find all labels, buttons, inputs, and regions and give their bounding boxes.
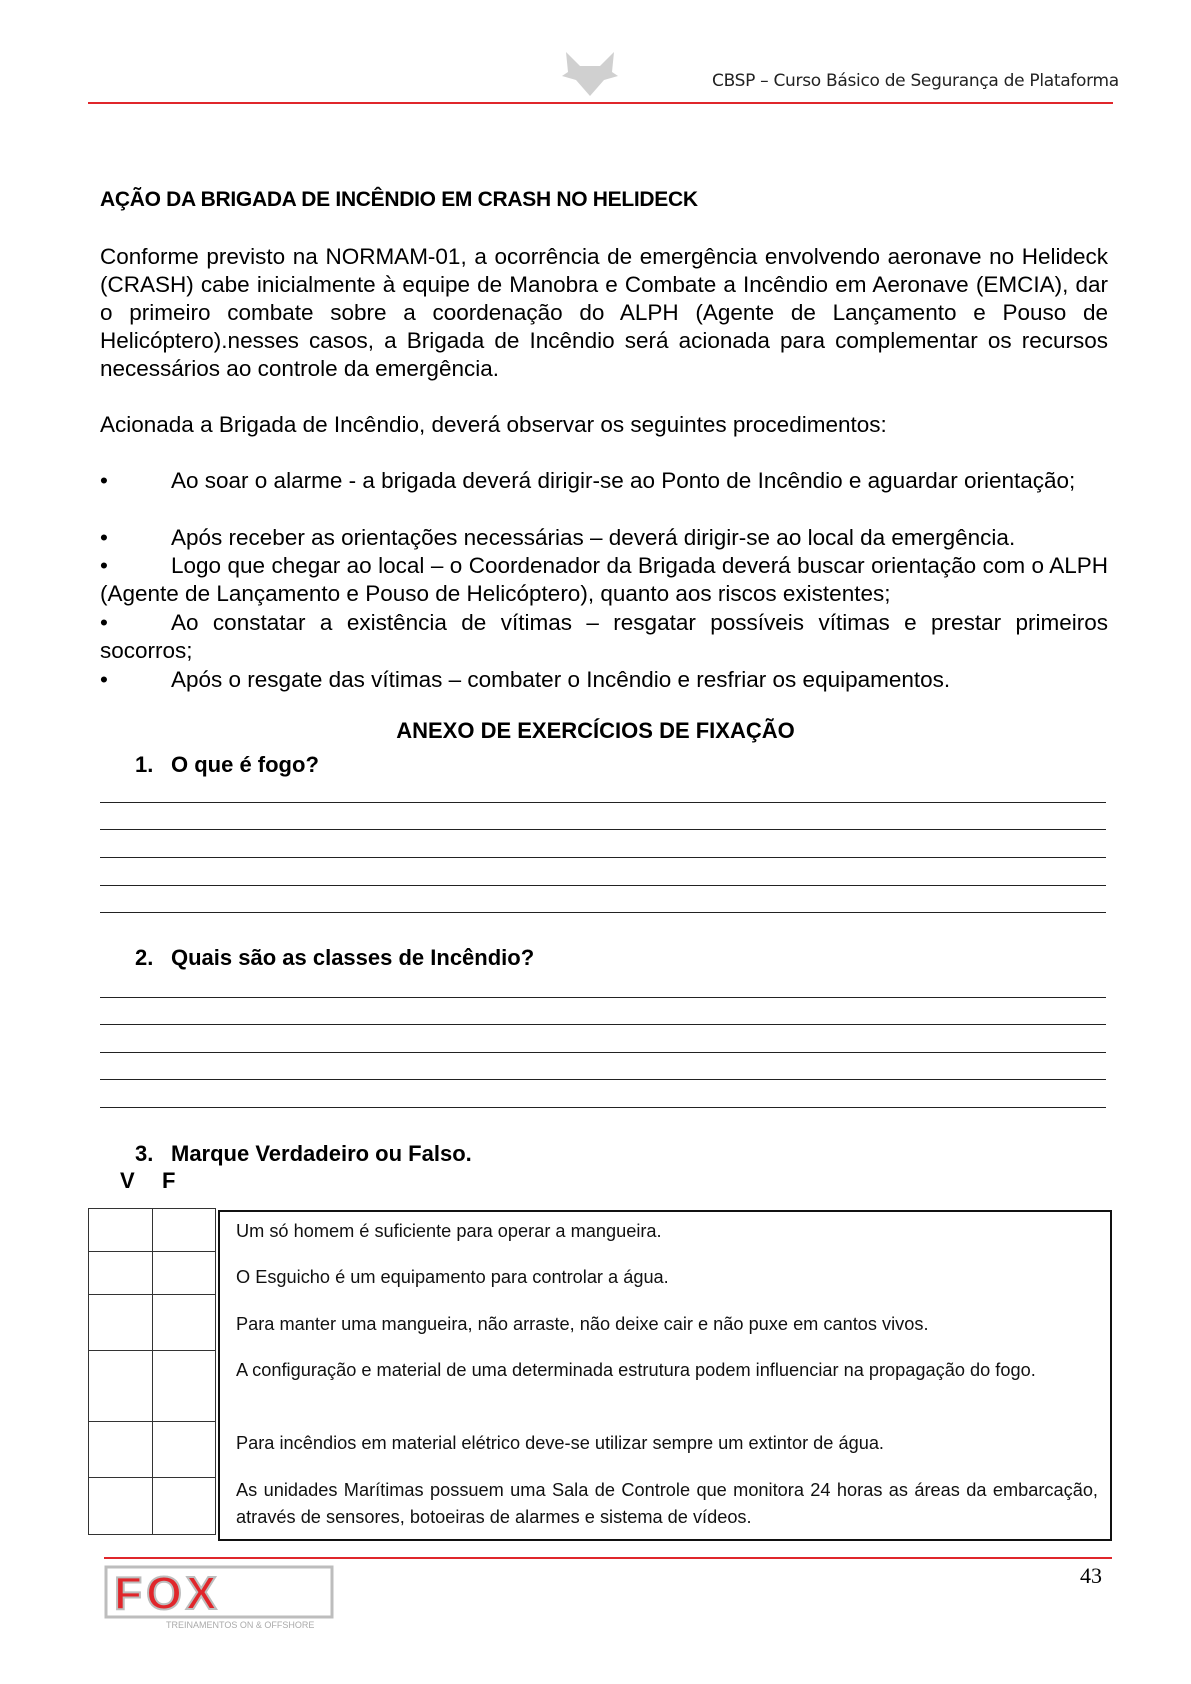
statement: A configuração e material de uma determinada estrutura podem influenciar na propagação do fogo. — [236, 1360, 1036, 1380]
statement: Um só homem é suficiente para operar a mangueira. — [236, 1221, 662, 1241]
true-checkbox[interactable] — [89, 1478, 153, 1535]
answer-line[interactable] — [100, 857, 1106, 858]
question-1: 1. O que é fogo? — [135, 752, 319, 777]
answer-line[interactable] — [100, 912, 1106, 913]
statement: O Esguicho é um equipamento para controlar a água. — [236, 1267, 669, 1287]
false-checkbox[interactable] — [152, 1295, 216, 1351]
footer-rule — [104, 1557, 1112, 1559]
logo-wordmark: FOX — [114, 1567, 221, 1619]
header-rule — [88, 102, 1113, 104]
bullet-item: • Após receber as orientações necessárias – deverá dirigir-se ao local da emergência. — [100, 525, 1016, 550]
bullet-item: • Logo que chegar ao local – o Coordenador da Brigada deverá buscar orientação com o ALPH (Agente de Lançamento e Pouso de Helicóptero), quanto aos riscos existentes; — [100, 553, 1108, 606]
bullet-item: • Após o resgate das vítimas – combater o Incêndio e resfriar os equipamentos. — [100, 667, 951, 692]
bullet-item: • Ao constatar a existência de vítimas – resgatar possíveis vítimas e prestar primeiros socorros; — [100, 610, 1108, 663]
course-title: CBSP – Curso Básico de Segurança de Plataforma — [712, 71, 1119, 91]
answer-line[interactable] — [100, 1079, 1106, 1080]
answer-line[interactable] — [100, 997, 1106, 998]
annex-title: ANEXO DE EXERCÍCIOS DE FIXAÇÃO — [396, 718, 795, 743]
statements-box — [218, 1210, 1112, 1541]
answer-line[interactable] — [100, 1024, 1106, 1025]
page-number: 43 — [1080, 1563, 1102, 1588]
false-checkbox[interactable] — [152, 1478, 216, 1535]
answer-line[interactable] — [100, 1052, 1106, 1053]
bullet-item: • Ao soar o alarme - a brigada deverá dirigir-se ao Ponto de Incêndio e aguardar orientação; — [100, 468, 1076, 493]
answer-line[interactable] — [100, 885, 1106, 886]
fox-logo — [104, 1565, 344, 1631]
true-checkbox[interactable] — [89, 1351, 153, 1422]
false-checkbox[interactable] — [152, 1252, 216, 1295]
section-title: AÇÃO DA BRIGADA DE INCÊNDIO EM CRASH NO HELIDECK — [100, 188, 698, 211]
false-checkbox[interactable] — [152, 1351, 216, 1422]
false-checkbox[interactable] — [152, 1422, 216, 1478]
answer-line[interactable] — [100, 1107, 1106, 1108]
procedures-intro: Acionada a Brigada de Incêndio, deverá observar os seguintes procedimentos: — [100, 412, 887, 437]
true-checkbox[interactable] — [89, 1252, 153, 1295]
answer-line[interactable] — [100, 829, 1106, 830]
bullet-icon: • — [100, 553, 108, 578]
statement: Para manter uma mangueira, não arraste, não deixe cair e não puxe em cantos vivos. — [236, 1314, 929, 1334]
fox-head-icon — [560, 50, 620, 98]
statement: Para incêndios em material elétrico deve-se utilizar sempre um extintor de água. — [236, 1433, 884, 1453]
true-false-grid — [88, 1208, 216, 1535]
answer-line[interactable] — [100, 802, 1106, 803]
bullet-icon: • — [100, 525, 108, 550]
logo-tagline: TREINAMENTOS ON & OFFSHORE — [166, 1620, 315, 1630]
bullet-icon: • — [100, 667, 108, 692]
question-2: 2. Quais são as classes de Incêndio? — [135, 945, 535, 970]
question-3: 3. Marque Verdadeiro ou Falso. — [135, 1141, 472, 1166]
true-checkbox[interactable] — [89, 1422, 153, 1478]
true-checkbox[interactable] — [89, 1209, 153, 1252]
statement: As unidades Marítimas possuem uma Sala de Controle que monitora 24 horas as áreas da embarcação, através de sensores, botoeiras de alarmes e sistema de vídeos. — [236, 1480, 1098, 1527]
bullet-icon: • — [100, 610, 108, 635]
true-label: V — [120, 1168, 135, 1193]
false-label: F — [162, 1168, 176, 1193]
bullet-icon: • — [100, 468, 108, 493]
true-checkbox[interactable] — [89, 1295, 153, 1351]
intro-paragraph: Conforme previsto na NORMAM-01, a ocorrência de emergência envolvendo aeronave no Helideck (CRASH) cabe inicialmente à equipe de Manobra e Combate a Incêndio em Aeronave (EMCIA), dar o primeiro combate sobre a coordenação do ALPH (Agente de Lançamento e Pouso de Helicóptero).nesses casos, a Brigada de Incêndio será acionada para complementar os recursos necessários ao controle da emergência. — [100, 244, 1108, 381]
false-checkbox[interactable] — [152, 1209, 216, 1252]
